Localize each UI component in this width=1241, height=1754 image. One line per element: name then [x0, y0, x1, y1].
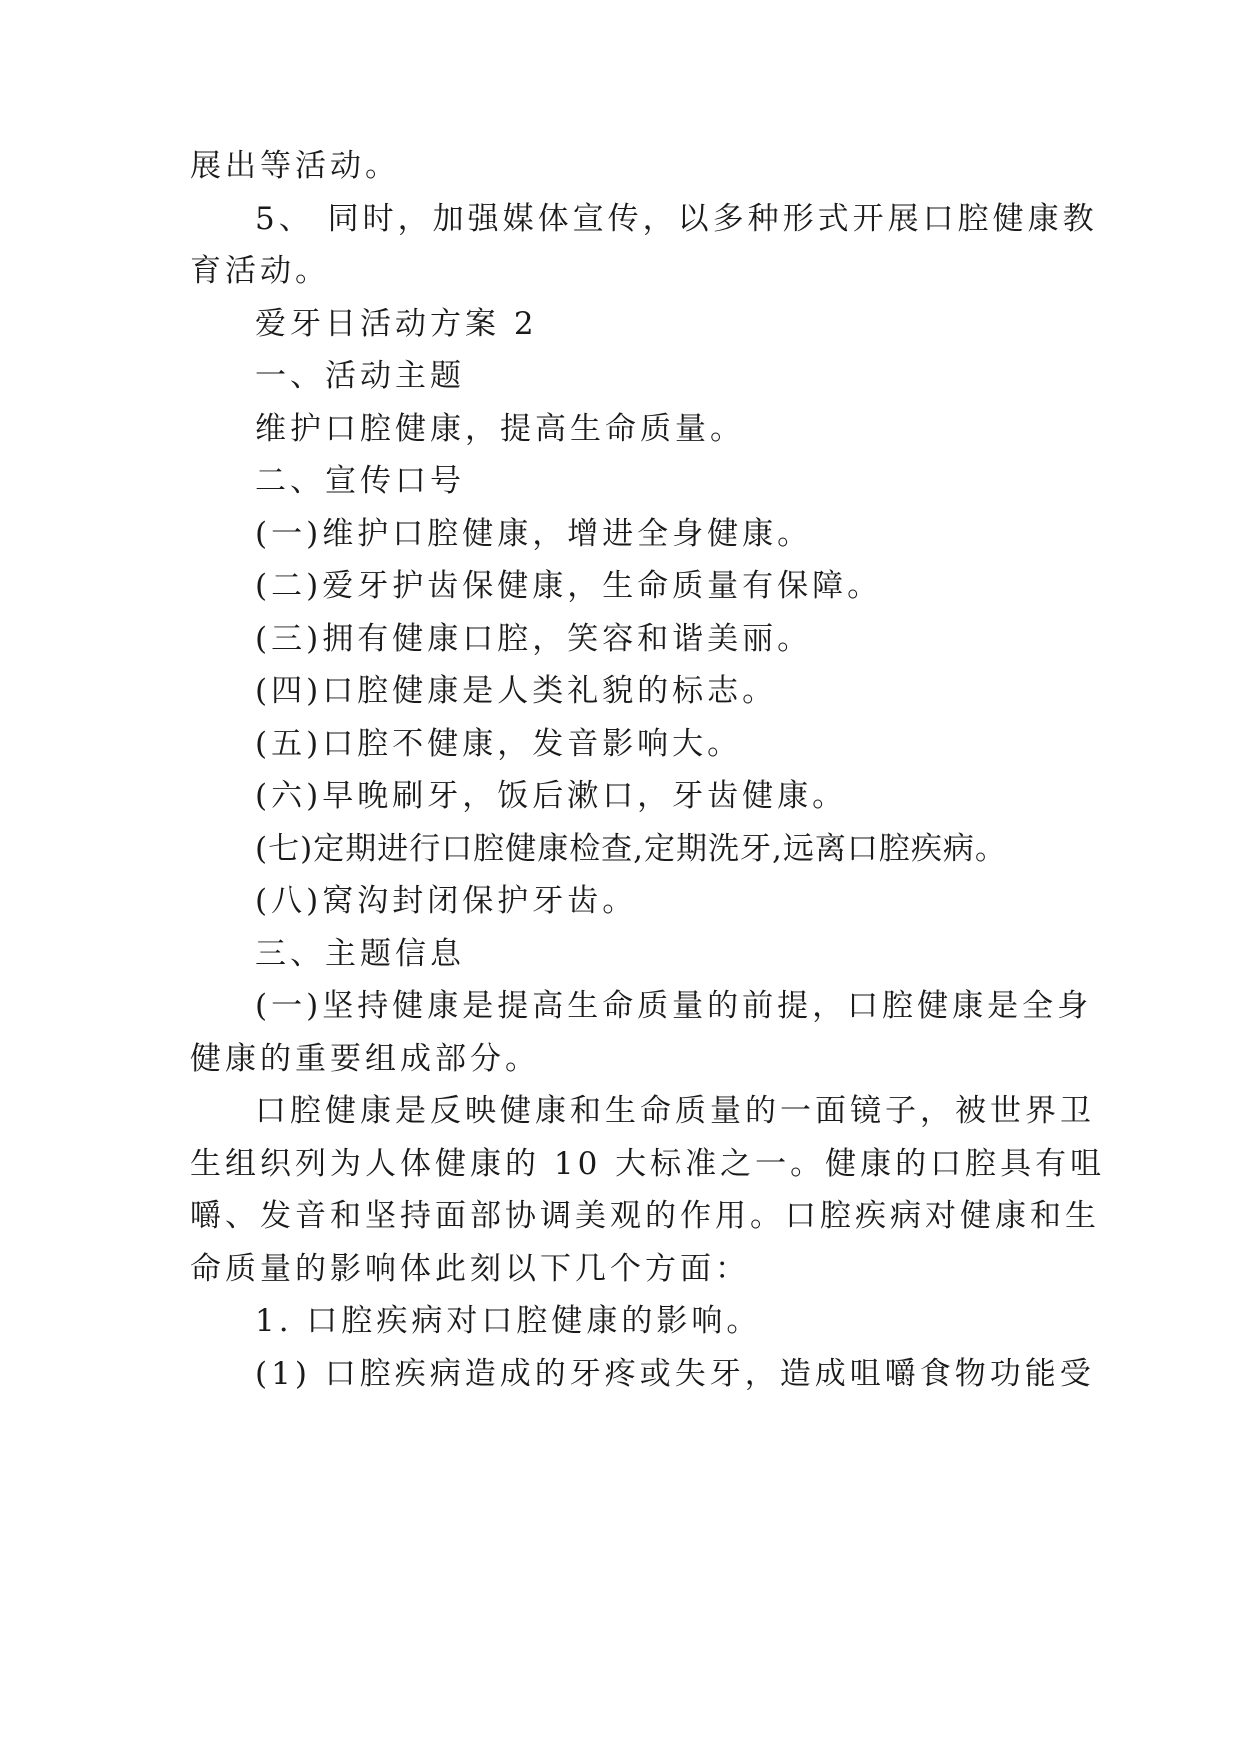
list-item: (四)口腔健康是人类礼貌的标志。: [255, 673, 778, 709]
section-title: 爱牙日活动方案 2: [255, 306, 538, 342]
heading: 二、宣传口号: [255, 463, 465, 499]
list-item: (一)维护口腔健康，增进全身健康。: [255, 516, 813, 552]
text-line: (一)坚持健康是提高生命质量的前提，口腔健康是全身: [255, 988, 1093, 1024]
list-item: (七)定期进行口腔健康检查,定期洗牙,远离口腔疾病。: [255, 831, 1007, 867]
text-line: 展出等活动。: [190, 148, 400, 184]
text-line: 育活动。: [190, 253, 330, 289]
list-item: (二)爱牙护齿保健康，生命质量有保障。: [255, 568, 883, 604]
text-line: 维护口腔健康，提高生命质量。: [255, 411, 745, 447]
list-item: (三)拥有健康口腔，笑容和谐美丽。: [255, 621, 813, 657]
text-line: 口腔健康是反映健康和生命质量的一面镜子，被世界卫: [255, 1093, 1095, 1129]
list-item: (六)早晚刷牙，饭后漱口，牙齿健康。: [255, 778, 848, 814]
text-line: 生组织列为人体健康的 10 大标准之一。健康的口腔具有咀: [190, 1146, 1106, 1182]
list-item: (八)窝沟封闭保护牙齿。: [255, 883, 638, 919]
heading: 一、活动主题: [255, 358, 465, 394]
text-line: 1. 口腔疾病对口腔健康的影响。: [255, 1303, 762, 1339]
list-item: (五)口腔不健康，发音影响大。: [255, 726, 743, 762]
text-line: 健康的重要组成部分。: [190, 1041, 540, 1077]
text-line: 命质量的影响体此刻以下几个方面：: [190, 1251, 750, 1287]
text-line: 5、 同时，加强媒体宣传，以多种形式开展口腔健康教: [255, 201, 1098, 237]
text-line: 嚼、发音和坚持面部协调美观的作用。口腔疾病对健康和生: [190, 1198, 1100, 1234]
text-line: (1) 口腔疾病造成的牙疼或失牙，造成咀嚼食物功能受: [255, 1356, 1095, 1392]
heading: 三、主题信息: [255, 936, 465, 972]
